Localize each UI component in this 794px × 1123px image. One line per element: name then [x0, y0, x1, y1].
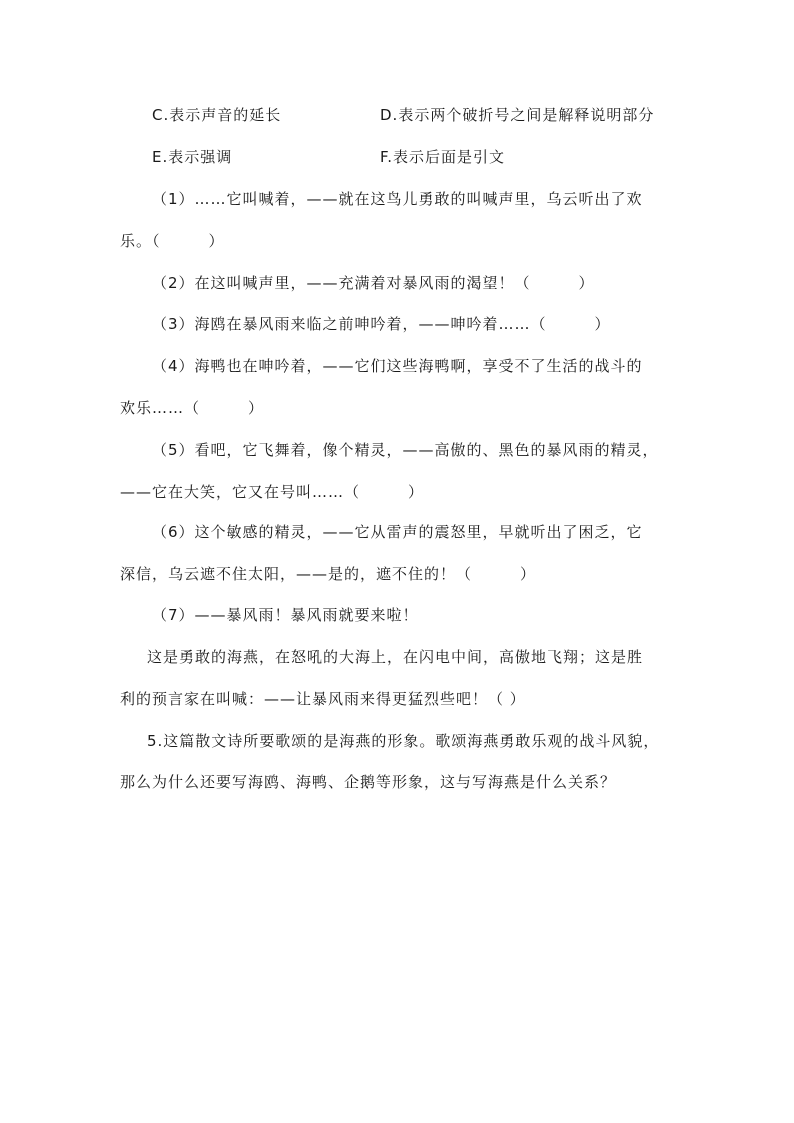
option-f: F.表示后面是引文: [380, 148, 505, 166]
item-7: （7）——暴风雨！暴风雨就要来啦！: [152, 606, 419, 624]
item-6-line-2: 深信，乌云遮不住太阳，——是的，遮不住的！（ ）: [120, 565, 537, 583]
item-3: （3）海鸥在暴风雨来临之前呻吟着，——呻吟着……（ ）: [152, 315, 611, 333]
item-1-line-2: 乐。（ ）: [120, 232, 225, 250]
item-1-line-1: （1）……它叫喊着，——就在这鸟儿勇敢的叫喊声里，乌云听出了欢: [152, 190, 643, 208]
option-d: D.表示两个破折号之间是解释说明部分: [380, 106, 655, 124]
item-4-line-1: （4）海鸭也在呻吟着，——它们这些海鸭啊，享受不了生活的战斗的: [152, 357, 643, 375]
item-5-line-2: ——它在大笑，它又在号叫……（ ）: [120, 483, 425, 501]
question-5-line-1: 5.这篇散文诗所要歌颂的是海燕的形象。歌颂海燕勇敢乐观的战斗风貌，: [147, 732, 660, 750]
option-e: E.表示强调: [152, 148, 233, 166]
item-6-line-1: （6）这个敏感的精灵，——它从雷声的震怒里，早就听出了困乏，它: [152, 523, 643, 541]
passage-line-1: 这是勇敢的海燕，在怒吼的大海上，在闪电中间，高傲地飞翔；这是胜: [147, 648, 644, 666]
item-4-line-2: 欢乐……（ ）: [120, 399, 265, 417]
option-c: C.表示声音的延长: [152, 106, 282, 124]
question-5-line-2: 那么为什么还要写海鸥、海鸭、企鹅等形象，这与写海燕是什么关系？: [120, 773, 617, 791]
passage-line-2: 利的预言家在叫喊：——让暴风雨来得更猛烈些吧！（ ）: [120, 690, 526, 708]
item-2: （2）在这叫喊声里，——充满着对暴风雨的渴望！（ ）: [152, 274, 595, 292]
item-5-line-1: （5）看吧，它飞舞着，像个精灵，——高傲的、黑色的暴风雨的精灵，: [152, 441, 659, 459]
